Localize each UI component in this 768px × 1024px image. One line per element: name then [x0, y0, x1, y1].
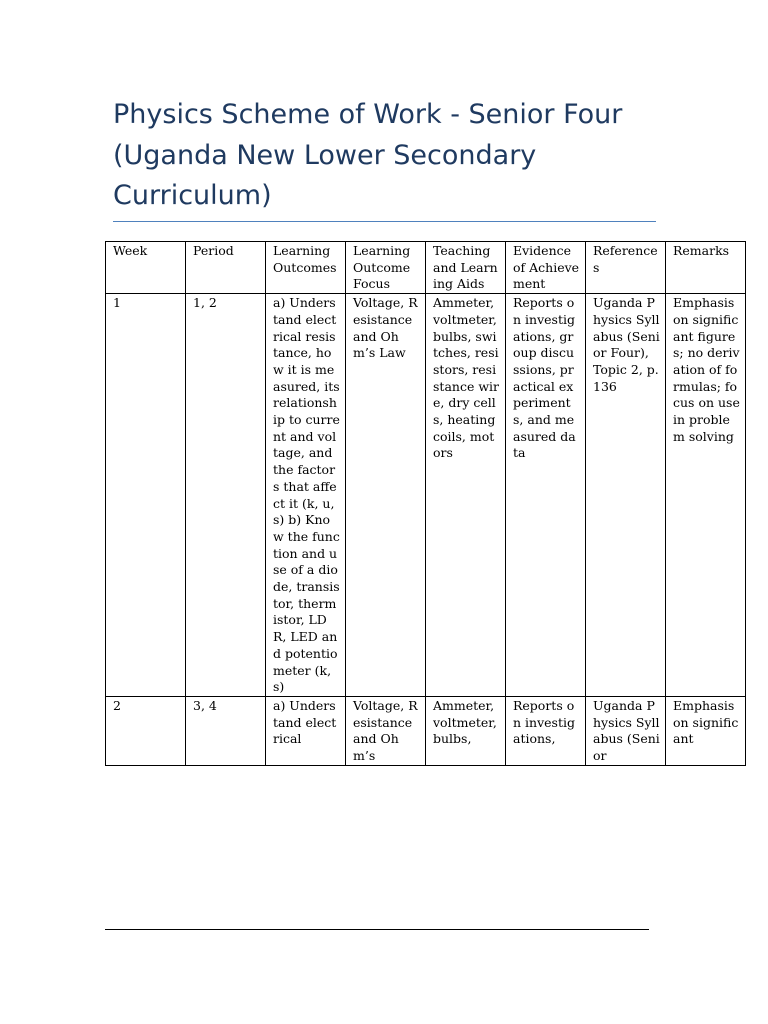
header-week: Week	[106, 242, 186, 294]
cell-aids: Ammeter, voltmeter, bulbs, switches, resistors, resistance wire, dry cells, heating coils, motors	[426, 294, 506, 697]
cell-week: 2	[106, 696, 186, 765]
cell-aids: Ammeter, voltmeter, bulbs,	[426, 696, 506, 765]
table-row	[106, 696, 746, 765]
scheme-of-work-table	[105, 241, 746, 766]
header-teaching-aids: Teaching and Learning Aids	[426, 242, 506, 294]
cell-focus: Voltage, Resistance and Ohm’s	[346, 696, 426, 765]
cell-period: 3, 4	[186, 696, 266, 765]
header-remarks: Remarks	[666, 242, 746, 294]
table-row	[106, 294, 746, 697]
cell-learning-outcomes: a) Understand electrical resistance, how it is measured, its relationship to current and voltage, and the factors that affect it (k, u, s) b) Know the function and use of a diode, transistor, thermistor, LDR, LED and potentiometer (k, s)	[266, 294, 346, 697]
header-learning-outcomes: Learning Outcomes	[266, 242, 346, 294]
header-period: Period	[186, 242, 266, 294]
cell-week: 1	[106, 294, 186, 697]
header-references: References	[586, 242, 666, 294]
cell-period: 1, 2	[186, 294, 266, 697]
cell-references: Uganda Physics Syllabus (Senior Four), Topic 2, p.136	[586, 294, 666, 697]
table-header-row	[106, 242, 746, 294]
title-divider	[113, 221, 656, 222]
header-learning-outcome-focus: Learning Outcome Focus	[346, 242, 426, 294]
scheme-table-container	[105, 241, 740, 930]
cell-remarks: Emphasis on significant figures; no derivation of formulas; focus on use in problem solving	[666, 294, 746, 697]
cell-references: Uganda Physics Syllabus (Senior	[586, 696, 666, 765]
page-title: Physics Scheme of Work - Senior Four (Uganda New Lower Secondary Curriculum)	[113, 99, 623, 211]
cell-learning-outcomes: a) Understand electrical	[266, 696, 346, 765]
header-evidence: Evidence of Achievement	[506, 242, 586, 294]
cell-evidence: Reports on investigations,	[506, 696, 586, 765]
cell-focus: Voltage, Resistance and Ohm’s Law	[346, 294, 426, 697]
cell-remarks: Emphasis on significant	[666, 696, 746, 765]
cell-evidence: Reports on investigations, group discussions, practical experiments, and measured data	[506, 294, 586, 697]
